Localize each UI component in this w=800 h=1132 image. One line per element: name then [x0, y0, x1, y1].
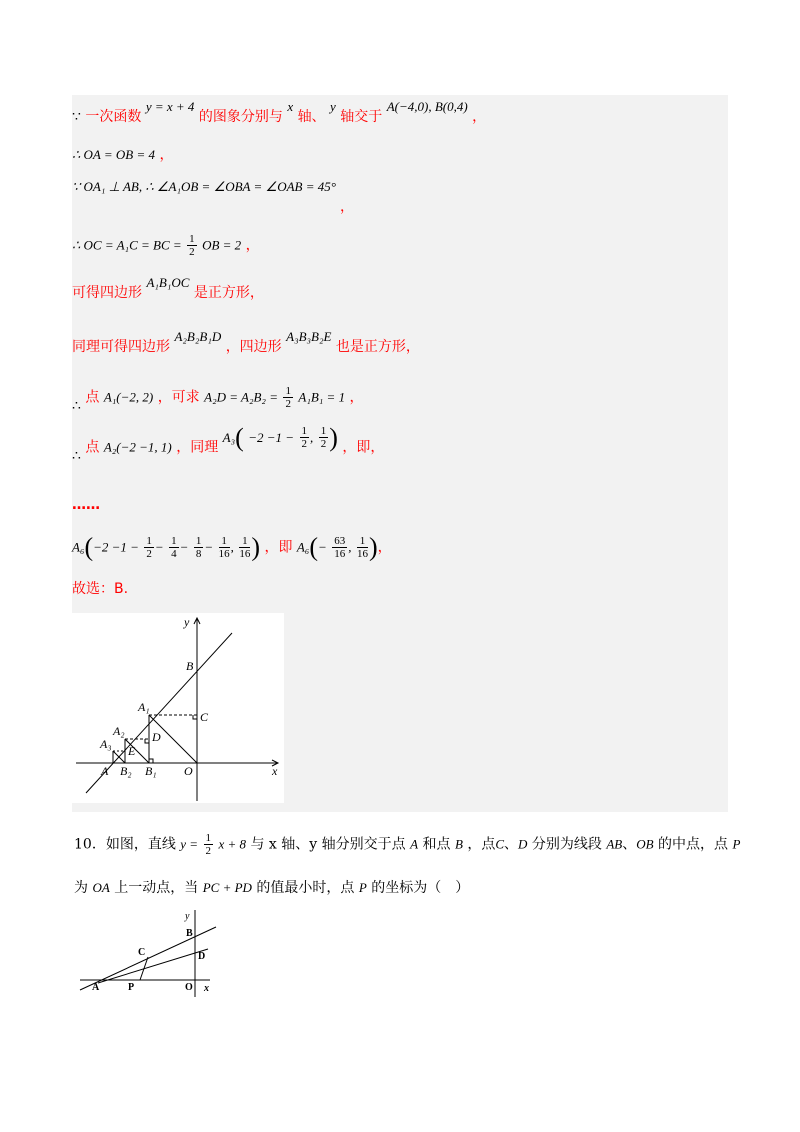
label-b: B: [186, 928, 193, 939]
math: A₁B₁OC: [146, 275, 190, 290]
math: −2 −1 −: [248, 429, 295, 445]
math: A₃B₃B₂E: [286, 329, 332, 344]
comma: ，: [377, 539, 392, 556]
frac-num: 1: [189, 233, 195, 245]
frac-num: 1: [171, 535, 177, 547]
text: 点: [85, 439, 100, 456]
minus: −: [318, 539, 327, 555]
question-10-line-2: [74, 878, 469, 898]
solution-line-1: [72, 99, 487, 127]
segment: AB: [606, 836, 623, 852]
var-a: A: [410, 836, 419, 852]
minus: −: [179, 539, 189, 555]
var-c: C: [495, 836, 505, 852]
fraction: [239, 535, 250, 560]
minus: −: [154, 539, 164, 555]
frac-num: 1: [285, 385, 291, 397]
frac-num: 1: [357, 535, 368, 548]
math: ∴ OC = A₁C = BC =: [72, 237, 182, 253]
label-d: D: [198, 951, 206, 962]
segment: OA: [92, 880, 110, 895]
question-number: 10．如图，直线: [74, 836, 176, 853]
fraction: [144, 535, 154, 560]
text: 的中点，点: [658, 836, 729, 853]
math: A₃: [222, 429, 236, 445]
because-symbol: ∵: [72, 109, 81, 125]
var-p: P: [358, 880, 367, 895]
text: ，即，: [342, 439, 385, 456]
solution-panel: [72, 95, 728, 812]
fraction: [283, 385, 293, 410]
comma: ，: [340, 199, 354, 215]
question-10-diagram: [78, 905, 218, 1000]
comma: ，: [472, 109, 487, 125]
label-a: A: [92, 982, 100, 993]
frac-den: 8: [195, 548, 202, 560]
comma: ,: [348, 539, 352, 555]
frac-den: 16: [356, 548, 368, 560]
var-b: B: [454, 836, 463, 852]
text: 的值最小时，点: [256, 880, 355, 896]
paren-close: ): [251, 532, 260, 562]
text: ，同理: [176, 439, 219, 456]
label-c: C: [200, 710, 209, 724]
therefore-symbol: ∴: [72, 397, 81, 414]
frac-num: 1: [146, 535, 152, 547]
label-y: y: [185, 911, 190, 922]
solution-line-2: [72, 145, 173, 165]
comma: ，: [245, 237, 260, 254]
solution-diagram: [72, 613, 284, 803]
text: ，即: [264, 539, 293, 556]
right-angle-b1: [149, 759, 153, 763]
var-d: D: [518, 836, 528, 852]
solution-line-7: [72, 385, 364, 414]
frac-num: 1: [320, 425, 327, 437]
solution-line-3: [72, 177, 354, 217]
question-10-diagram-svg: [78, 905, 218, 1000]
text: ，点: [467, 836, 496, 853]
solution-line-8: [72, 422, 385, 464]
right-angle-d: [145, 739, 149, 743]
math: A₆: [296, 539, 310, 555]
text: 上一动点，当: [114, 880, 199, 896]
math: OB = 2: [202, 237, 242, 253]
solution-line-11: 故选：B.: [72, 581, 129, 597]
text: 的坐标为（ ）: [371, 880, 470, 896]
points-ab: A(−4,0), B(0,4): [386, 99, 468, 114]
label-b1: B₁: [145, 764, 157, 778]
frac-den: 2: [320, 438, 327, 450]
math: y =: [180, 836, 199, 852]
label-a3: A₃: [100, 737, 112, 751]
label-b: B: [186, 659, 194, 673]
math: A₁B₁ = 1: [298, 389, 346, 405]
frac-den: 16: [218, 548, 230, 560]
frac-num: 63: [334, 535, 346, 547]
comma: ,: [230, 539, 234, 555]
math: A₁(−2, 2): [103, 389, 154, 405]
solution-line-9: ……: [72, 497, 100, 513]
text: ，四边形: [225, 339, 282, 355]
fraction: [319, 425, 329, 450]
label-o: O: [185, 982, 193, 993]
solution-line-10: [72, 532, 392, 562]
frac-den: 2: [205, 845, 212, 857]
paren-open: (: [309, 532, 319, 562]
label-a: A: [101, 764, 109, 778]
label-d: D: [152, 730, 161, 744]
text: 可得四边形: [72, 285, 142, 301]
label-x: x: [272, 764, 278, 778]
frac-den: 16: [334, 548, 346, 560]
minus: −: [204, 539, 214, 555]
frac-num: 1: [195, 535, 202, 547]
comma: ,: [310, 429, 314, 445]
text: 是正方形，: [193, 285, 264, 301]
frac-den: 2: [301, 438, 308, 450]
text: 的图象分别与: [198, 109, 283, 125]
text: 点: [85, 389, 100, 406]
fraction: [300, 425, 310, 450]
fraction: [194, 535, 204, 560]
label-y: y: [184, 615, 190, 629]
frac-num: 1: [205, 832, 212, 844]
paren-close: ): [329, 422, 338, 452]
frac-num: 1: [239, 535, 250, 548]
line-ad: [98, 949, 208, 983]
text: 一次函数: [85, 109, 142, 125]
var-x: x: [287, 99, 294, 114]
frac-den: 2: [146, 548, 152, 560]
text: 和点: [422, 836, 451, 853]
label-a1: A₁: [138, 700, 150, 714]
text: 为: [74, 880, 88, 896]
equation: y = x + 4: [145, 99, 195, 114]
label-b2: B₂: [120, 764, 132, 778]
solution-line-4: [72, 233, 260, 258]
text: 也是正方形，: [335, 339, 420, 355]
math: −2 −1 −: [93, 539, 139, 555]
fraction: [219, 535, 230, 560]
segment: OB: [636, 836, 654, 852]
solution-line-5: [72, 275, 264, 303]
paren-open: (: [84, 532, 94, 562]
text: ，可求: [157, 389, 200, 406]
paren-close: ): [368, 532, 378, 562]
math: ∴ OA = OB = 4: [72, 147, 155, 162]
frac-den: 4: [171, 548, 177, 560]
fraction: [357, 535, 368, 560]
question-10-line-1: [74, 832, 740, 857]
fraction: [169, 535, 179, 560]
math: x + 8: [218, 836, 247, 852]
fraction: [332, 535, 347, 560]
label-o: O: [184, 764, 193, 778]
solution-diagram-svg: [72, 613, 284, 803]
math: A₂B₂B₁D: [174, 329, 222, 344]
solution-line-6: [72, 329, 420, 357]
label-c: C: [138, 947, 146, 958]
label-e: E: [128, 744, 136, 758]
text: 同理可得四边形: [72, 339, 170, 355]
text: 轴、: [297, 109, 326, 125]
fraction: [204, 832, 214, 857]
label-a2: A₂: [113, 724, 125, 738]
frac-num: 1: [219, 535, 230, 548]
comma: ，: [159, 147, 174, 163]
paren-open: (: [235, 422, 244, 452]
sep: 、: [504, 836, 519, 853]
frac-den: 16: [239, 548, 251, 560]
label-p: P: [128, 982, 135, 993]
frac-den: 2: [189, 246, 195, 258]
math: PC + PD: [202, 880, 252, 895]
math: A₆: [72, 539, 85, 555]
frac-num: 1: [301, 425, 308, 437]
math: A₂D = A₂B₂ =: [204, 389, 278, 405]
frac-den: 2: [285, 398, 291, 410]
therefore-symbol: ∴: [72, 447, 81, 464]
var-y: y: [330, 99, 336, 114]
label-x: x: [204, 983, 209, 994]
var-p: P: [732, 836, 741, 852]
comma: ，: [349, 389, 364, 406]
text: 分别为线段: [531, 836, 602, 853]
math: ∵ OA₁ ⊥ AB, ∴ ∠A₁OB = ∠OBA = ∠OAB = 45°: [72, 179, 336, 194]
sep: 、: [622, 836, 637, 853]
right-angle-c: [193, 715, 197, 719]
text: 与 x 轴、y 轴分别交于点: [250, 836, 406, 853]
math: A₂(−2 −1, 1): [103, 439, 172, 455]
text: 轴交于: [340, 109, 383, 125]
fraction: [187, 233, 197, 258]
